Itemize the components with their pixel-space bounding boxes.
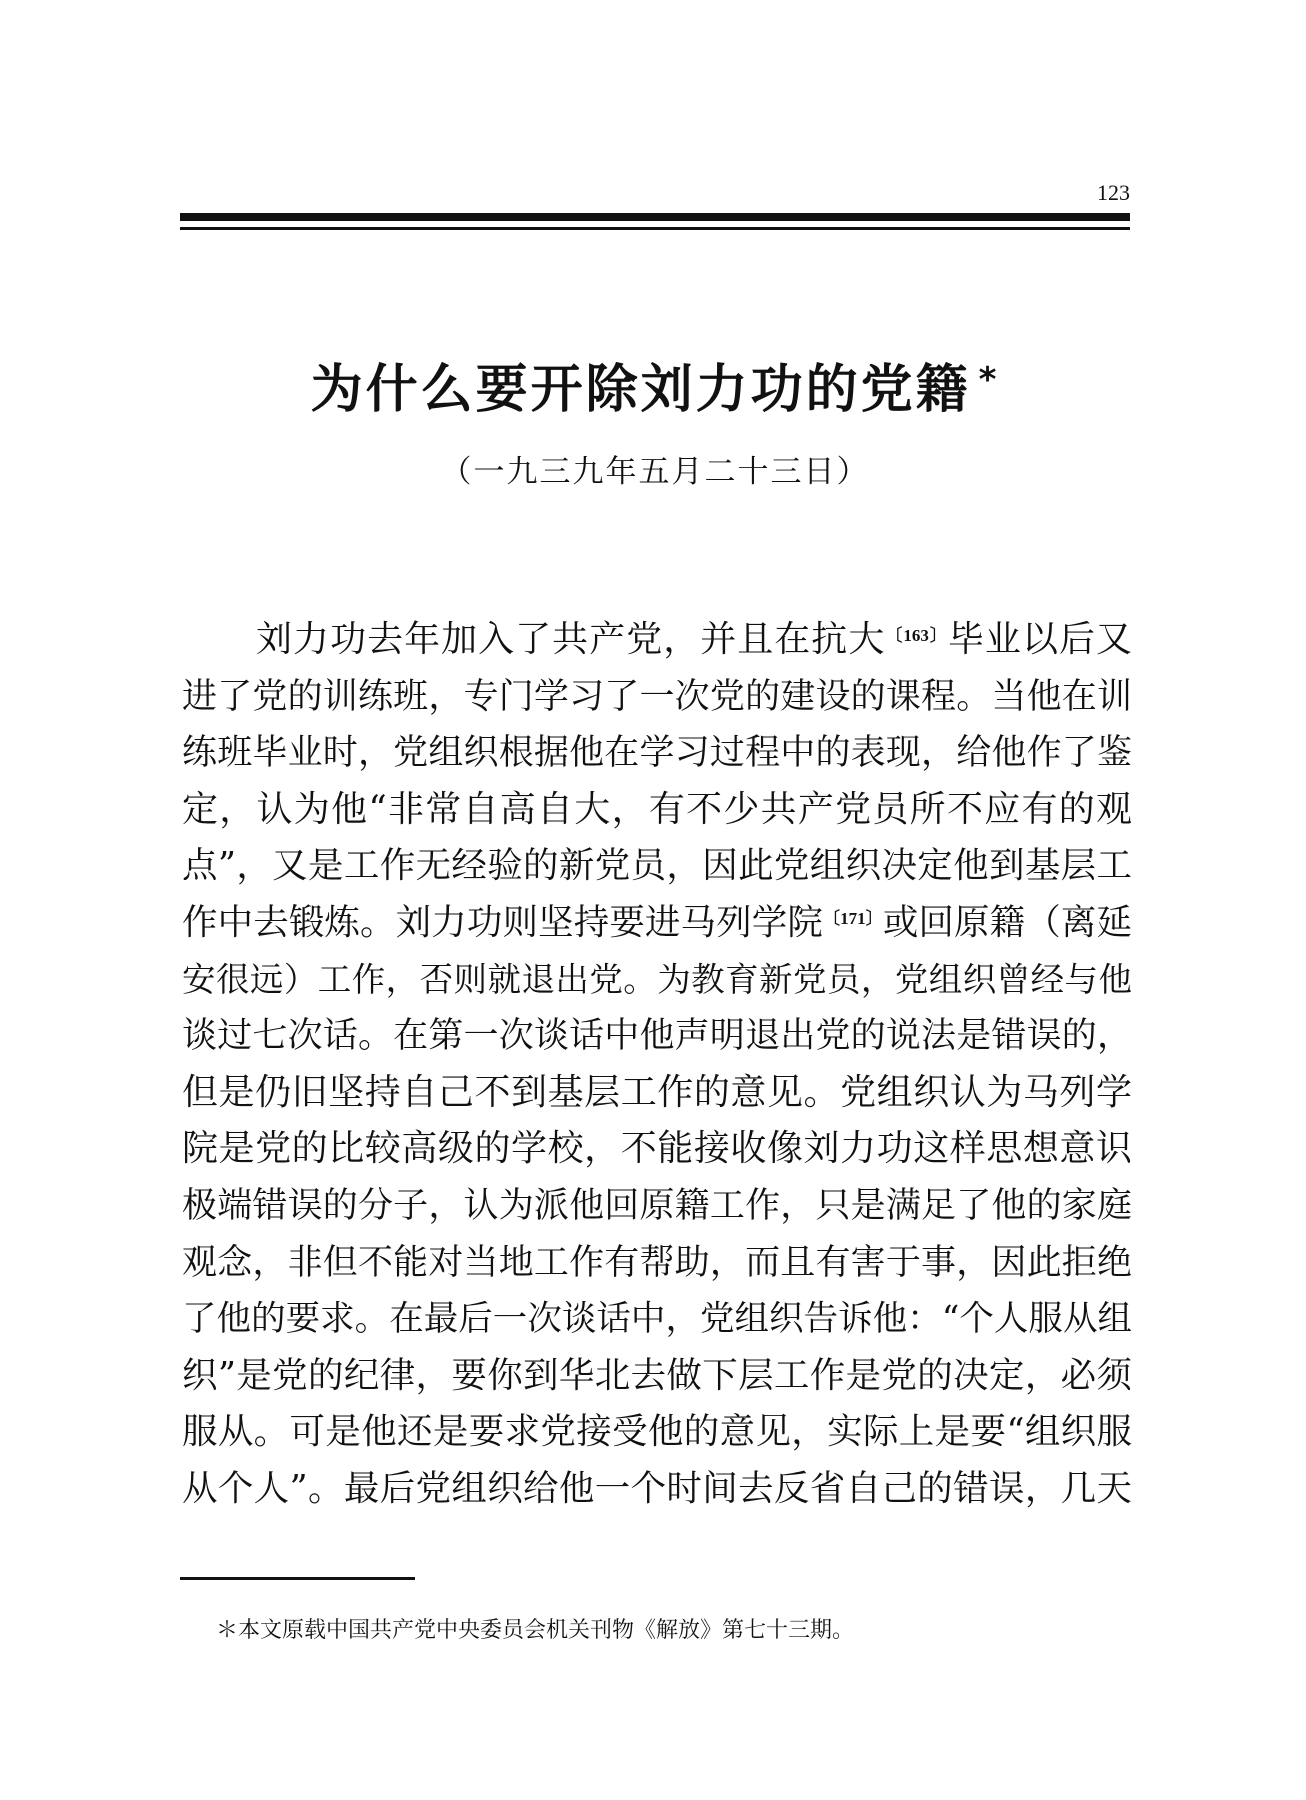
body-line: 谈过七次话。在第一次谈话中他声明退出党的说法是错误的， xyxy=(182,1016,1132,1057)
body-text xyxy=(182,612,1132,1518)
body-line: 服从。可是他还是要求党接受他的意见，实际上是要“组织服 xyxy=(182,1411,1132,1453)
footnote: ＊本文原载中国共产党中央委员会机关刊物《解放》第七十三期。 xyxy=(216,1618,855,1643)
note-ref-163: 〔163〕 xyxy=(885,626,948,645)
note-ref-171: 〔171〕 xyxy=(822,908,883,928)
body-line: 观念，非但不能对当地工作有帮助，而且有害于事，因此拒绝 xyxy=(182,1242,1132,1283)
body-line: 作中去锻炼。刘力功则坚持要进马列学院$^{〔171〕}$或回原籍（离延 xyxy=(182,901,1132,943)
title-text: 为什么要开除刘力功的党籍 xyxy=(310,360,971,420)
body-line: 点”，又是工作无经验的新党员，因此党组织决定他到基层工 xyxy=(182,845,1132,887)
body-line: 从个人”。最后党组织给他一个时间去反省自己的错误，几天 xyxy=(182,1467,1132,1509)
body-line: 刘力功去年加入了共产党，并且在抗大$^{〔163〕}$毕业以后又 xyxy=(182,619,1132,660)
article-title xyxy=(180,355,1130,425)
body-line: 极端错误的分子，认为派他回原籍工作，只是满足了他的家庭 xyxy=(182,1185,1132,1226)
body-line: 织”是党的纪律，要你到华北去做下层工作是党的决定，必须 xyxy=(182,1354,1132,1396)
footnote-rule xyxy=(180,1577,415,1580)
page-number: 123 xyxy=(1097,180,1130,205)
body-line: 院是党的比较高级的学校，不能接收像刘力功这样思想意识 xyxy=(182,1128,1132,1170)
article-date: （一九三九年五月二十三日） xyxy=(440,454,870,490)
body-line: 安很远）工作，否则就退出党。为教育新党员，党组织曾经与他 xyxy=(182,959,1132,999)
header-rule-thick xyxy=(180,213,1130,221)
body-line: 进了党的训练班，专门学习了一次党的建设的课程。当他在训 xyxy=(182,676,1132,717)
title-footnote-mark: * xyxy=(978,360,1000,400)
body-line: 了他的要求。在最后一次谈话中，党组织告诉他：“个人服从组 xyxy=(182,1299,1132,1340)
body-line: 但是仍旧坚持自己不到基层工作的意见。党组织认为马列学 xyxy=(182,1071,1132,1113)
header-rule-thin xyxy=(180,227,1130,230)
body-line: 定，认为他“非常自高自大，有不少共产党员所不应有的观 xyxy=(182,788,1132,830)
body-line: 练班毕业时，党组织根据他在学习过程中的表现，给他作了鉴 xyxy=(182,733,1132,774)
